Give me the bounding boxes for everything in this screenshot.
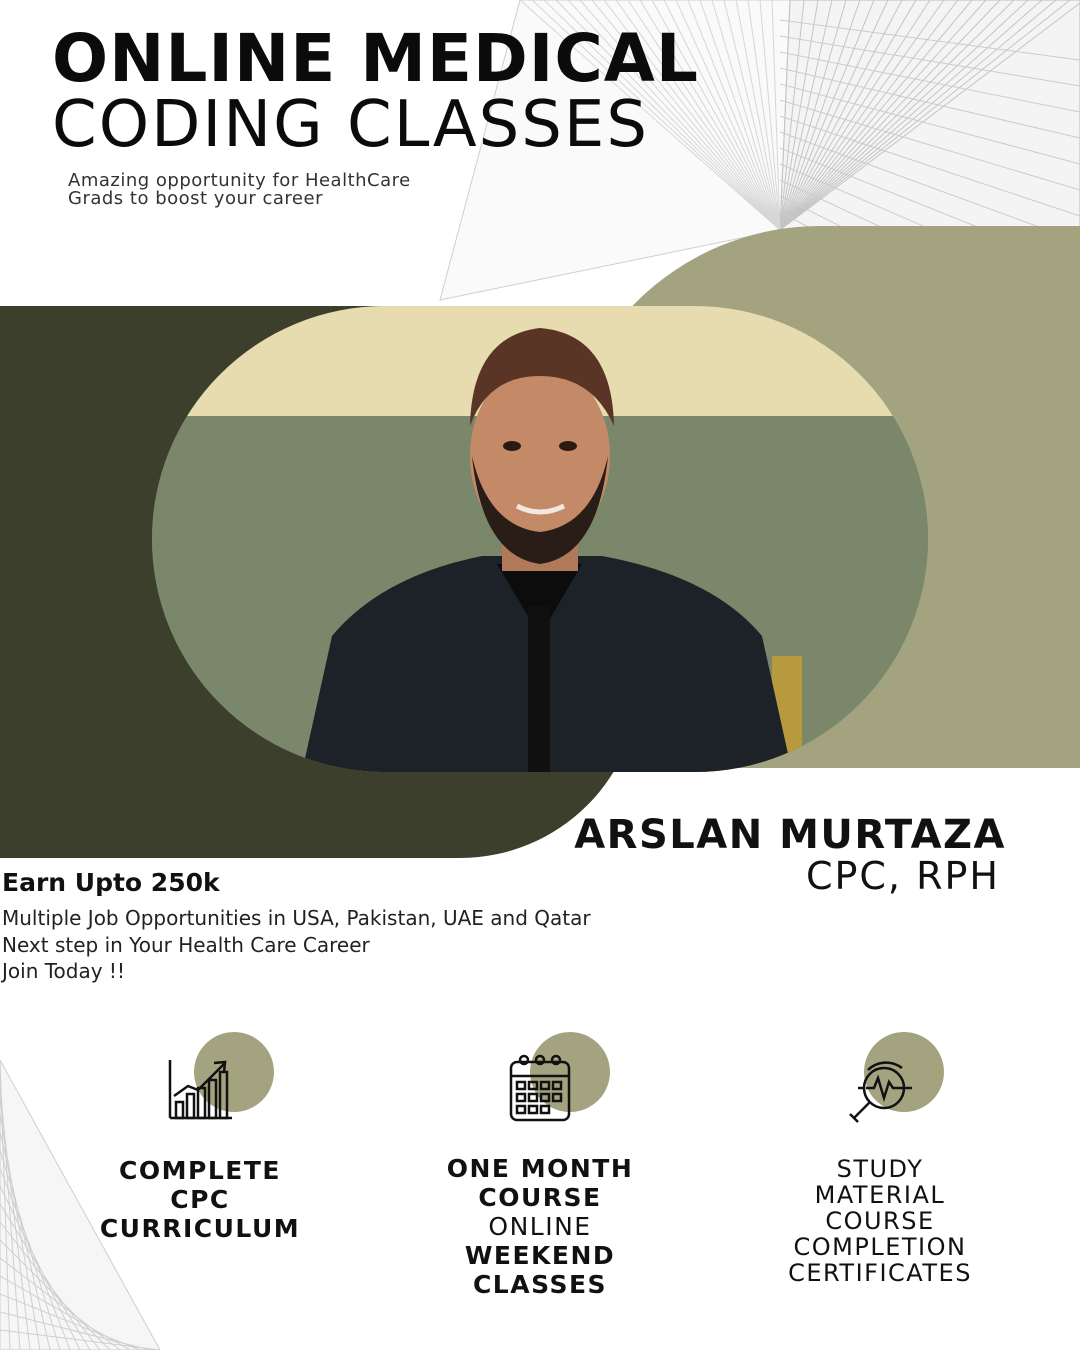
instructor-credentials: CPC, RPH: [805, 854, 1000, 898]
instructor-photo: [152, 306, 928, 772]
info-line-2: Next step in Your Health Care Career: [2, 933, 370, 957]
feature-2-line-1: ONE MONTH: [446, 1154, 634, 1183]
title-line-1: ONLINE MEDICAL: [52, 20, 699, 97]
feature-2-label: [400, 1154, 680, 1299]
tagline-line-1: Amazing opportunity for HealthCare: [68, 170, 411, 191]
info-line-1: Multiple Job Opportunities in USA, Pakistan, UAE and Qatar: [2, 906, 591, 930]
feature-3-line-4: COMPLETION: [793, 1233, 967, 1261]
calendar-icon: [508, 1054, 572, 1124]
feature-1-line-3: CURRICULUM: [99, 1214, 301, 1243]
magnifier-pulse-icon: [846, 1058, 916, 1124]
tagline-line-2: Grads to boost your career: [68, 188, 323, 209]
portrait-illustration: [152, 306, 928, 772]
feature-3-line-1: STUDY: [836, 1155, 924, 1183]
feature-3-label: [740, 1156, 1020, 1286]
feature-2-line-4: WEEKEND: [464, 1241, 616, 1270]
feature-3-line-3: COURSE: [825, 1207, 935, 1235]
instructor-name: ARSLAN MURTAZA: [574, 812, 1006, 858]
feature-3-line-5: CERTIFICATES: [788, 1259, 972, 1287]
feature-1-line-2: CPC: [170, 1185, 230, 1214]
feature-2-line-3: ONLINE: [488, 1212, 592, 1241]
tagline: [68, 172, 488, 208]
feature-2-line-5: CLASSES: [472, 1270, 608, 1299]
info-line-3: Join Today !!: [2, 959, 125, 983]
feature-3-line-2: MATERIAL: [814, 1181, 946, 1209]
growth-chart-icon: [166, 1058, 234, 1122]
feature-2-line-2: COURSE: [478, 1183, 602, 1212]
feature-1-line-1: COMPLETE: [119, 1156, 281, 1185]
title-line-2: CODING CLASSES: [52, 88, 649, 162]
feature-1-label: [60, 1156, 340, 1243]
earnings-headline: Earn Upto 250k: [2, 868, 220, 897]
